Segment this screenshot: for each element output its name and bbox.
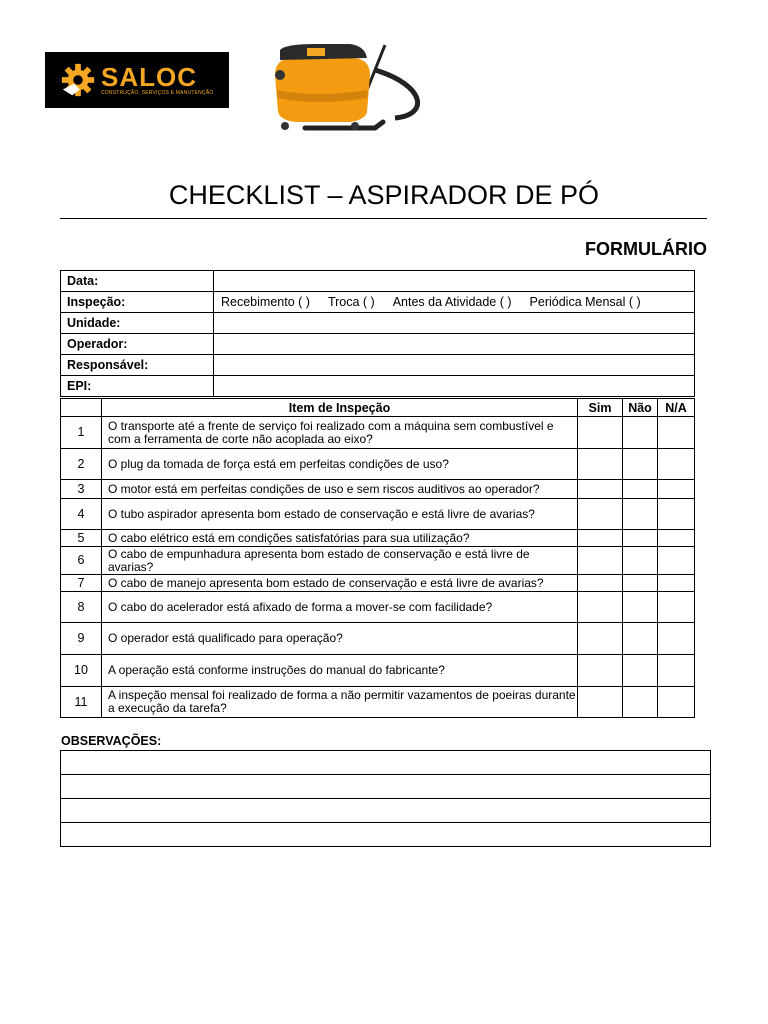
row-number: 11	[61, 687, 102, 718]
row-item-text: O cabo de manejo apresenta bom estado de conservação e está livre de avarias?	[102, 575, 578, 592]
row-number: 10	[61, 655, 102, 687]
field-operador[interactable]	[214, 334, 695, 355]
checkbox-na[interactable]	[658, 449, 695, 480]
checkbox-nao[interactable]	[623, 575, 658, 592]
label-operador: Operador:	[61, 334, 214, 355]
checkbox-na[interactable]	[658, 575, 695, 592]
field-inspecao	[214, 292, 695, 313]
checkbox-nao[interactable]	[623, 655, 658, 687]
row-item-text: A operação está conforme instruções do manual do fabricante?	[102, 655, 578, 687]
checkbox-sim[interactable]	[578, 547, 623, 575]
checkbox-sim[interactable]	[578, 499, 623, 530]
field-data[interactable]	[214, 271, 695, 292]
row-number: 2	[61, 449, 102, 480]
checkbox-na[interactable]	[658, 480, 695, 499]
table-row	[61, 623, 695, 655]
table-row	[61, 575, 695, 592]
checkbox-nao[interactable]	[623, 547, 658, 575]
checkbox-na[interactable]	[658, 623, 695, 655]
row-item-text: O operador está qualificado para operação?	[102, 623, 578, 655]
row-inspecao	[61, 292, 695, 313]
row-item-text: O transporte até a frente de serviço foi realizado com a máquina sem combustível e com a ferramenta de corte não acoplada ao eixo?	[102, 417, 578, 449]
checkbox-nao[interactable]	[623, 449, 658, 480]
row-item-text: O plug da tomada de força está em perfeitas condições de uso?	[102, 449, 578, 480]
header-item: Item de Inspeção	[102, 399, 578, 417]
row-number: 3	[61, 480, 102, 499]
table-row	[61, 655, 695, 687]
checkbox-sim[interactable]	[578, 655, 623, 687]
table-row	[61, 547, 695, 575]
row-number: 4	[61, 499, 102, 530]
table-row	[61, 687, 695, 718]
gear-icon	[59, 61, 97, 99]
checkbox-sim[interactable]	[578, 687, 623, 718]
row-number: 1	[61, 417, 102, 449]
row-item-text: A inspeção mensal foi realizado de forma a não permitir vazamentos de poeiras durante a execução da tarefa?	[102, 687, 578, 718]
checkbox-na[interactable]	[658, 687, 695, 718]
checkbox-sim[interactable]	[578, 417, 623, 449]
row-responsavel	[61, 355, 695, 376]
row-unidade	[61, 313, 695, 334]
checkbox-sim[interactable]	[578, 530, 623, 547]
vacuum-cleaner-icon	[255, 40, 430, 140]
row-number: 8	[61, 592, 102, 623]
header-nao: Não	[623, 399, 658, 417]
checklist-header-row	[61, 399, 695, 417]
observacoes-label: OBSERVAÇÕES:	[61, 734, 162, 748]
row-operador	[61, 334, 695, 355]
row-number: 6	[61, 547, 102, 575]
checkbox-na[interactable]	[658, 417, 695, 449]
form-subtitle: FORMULÁRIO	[585, 239, 707, 259]
row-item-text: O cabo elétrico está em condições satisfatórias para sua utilização?	[102, 530, 578, 547]
header-sim: Sim	[578, 399, 623, 417]
observacoes-line-1[interactable]	[61, 751, 711, 775]
observacoes-line-2[interactable]	[61, 775, 711, 799]
table-row	[61, 449, 695, 480]
label-inspecao: Inspeção:	[61, 292, 214, 313]
checkbox-nao[interactable]	[623, 623, 658, 655]
checkbox-sim[interactable]	[578, 592, 623, 623]
label-responsavel: Responsável:	[61, 355, 214, 376]
label-unidade: Unidade:	[61, 313, 214, 334]
field-unidade[interactable]	[214, 313, 695, 334]
observacoes-line-3[interactable]	[61, 799, 711, 823]
option-antes-atividade[interactable]: Antes da Atividade ( )	[392, 295, 512, 309]
label-data: Data:	[61, 271, 214, 292]
table-row	[61, 480, 695, 499]
checkbox-nao[interactable]	[623, 480, 658, 499]
checkbox-sim[interactable]	[578, 480, 623, 499]
checkbox-sim[interactable]	[578, 575, 623, 592]
checkbox-sim[interactable]	[578, 623, 623, 655]
row-epi	[61, 376, 695, 397]
checkbox-nao[interactable]	[623, 499, 658, 530]
field-responsavel[interactable]	[214, 355, 695, 376]
table-row	[61, 530, 695, 547]
row-item-text: O tubo aspirador apresenta bom estado de conservação e está livre de avarias?	[102, 499, 578, 530]
checkbox-na[interactable]	[658, 547, 695, 575]
table-row	[61, 417, 695, 449]
checkbox-nao[interactable]	[623, 530, 658, 547]
logo-subtitle: CONSTRUÇÃO, SERVIÇOS E MANUTENÇÃO	[101, 89, 214, 96]
checkbox-sim[interactable]	[578, 449, 623, 480]
logo-name: SALOC	[101, 61, 197, 92]
checkbox-nao[interactable]	[623, 687, 658, 718]
checkbox-na[interactable]	[658, 530, 695, 547]
checklist-table	[60, 398, 695, 718]
option-periodica-mensal[interactable]: Periódica Mensal ( )	[529, 295, 641, 309]
row-data	[61, 271, 695, 292]
field-epi[interactable]	[214, 376, 695, 397]
row-number: 9	[61, 623, 102, 655]
header-na: N/A	[658, 399, 695, 417]
row-number: 7	[61, 575, 102, 592]
header-info-table	[60, 270, 695, 397]
company-logo	[45, 52, 229, 108]
header-number	[61, 399, 102, 417]
page-title: CHECKLIST – ASPIRADOR DE PÓ	[168, 180, 600, 210]
checkbox-na[interactable]	[658, 655, 695, 687]
option-troca[interactable]: Troca ( )	[327, 295, 375, 309]
checkbox-nao[interactable]	[623, 592, 658, 623]
row-item-text: O cabo de empunhadura apresenta bom estado de conservação e está livre de avarias?	[102, 547, 578, 575]
label-epi: EPI:	[61, 376, 214, 397]
checkbox-nao[interactable]	[623, 417, 658, 449]
checkbox-na[interactable]	[658, 499, 695, 530]
observacoes-line-4[interactable]	[61, 823, 711, 847]
row-item-text: O motor está em perfeitas condições de uso e sem riscos auditivos ao operador?	[102, 480, 578, 499]
table-row	[61, 592, 695, 623]
title-divider	[60, 218, 707, 219]
option-recebimento[interactable]: Recebimento ( )	[221, 295, 310, 309]
observacoes-table	[60, 750, 711, 847]
checkbox-na[interactable]	[658, 592, 695, 623]
table-row	[61, 499, 695, 530]
row-number: 5	[61, 530, 102, 547]
row-item-text: O cabo do acelerador está afixado de forma a mover-se com facilidade?	[102, 592, 578, 623]
